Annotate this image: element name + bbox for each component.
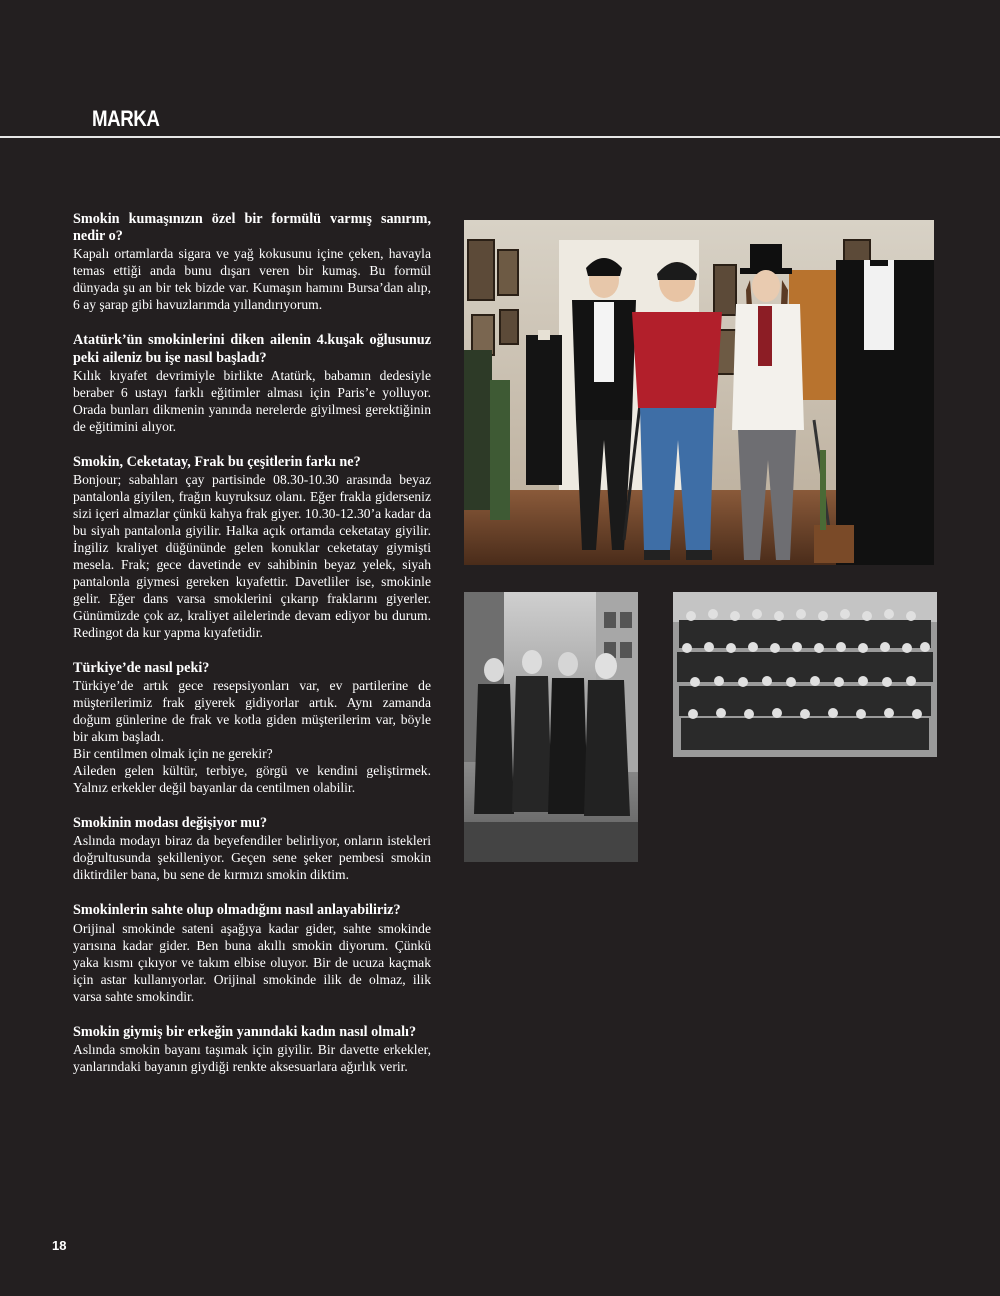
question: Türkiye’de nasıl peki? <box>73 660 210 677</box>
qa-block <box>73 815 431 883</box>
qa-block <box>73 332 431 434</box>
answer-paragraph: Aileden gelen kültür, terbiye, görgü ve kendini geliştirmek. Yalnız erkekler değil bayanlar da centilmen olabilir. <box>73 763 431 796</box>
question: Smokin, Ceketatay, Frak bu çeşitlerin farkı ne? <box>73 453 361 470</box>
header-rule <box>0 136 1000 138</box>
qa-block <box>73 660 431 796</box>
tailor-shop-photo <box>464 220 934 565</box>
answer: Aslında modayı biraz da beyefendiler belirliyor, onların istekleri doğrultusunda şekilleniyor. Geçen sene şeker pembesi smokin diktirdiler bana, bu sene de kırmızı smokin diktim. <box>73 833 431 883</box>
vintage-group-photo <box>673 592 937 757</box>
vintage-women-illustration <box>464 592 638 862</box>
tailor-shop-illustration <box>464 220 934 565</box>
answer-paragraph: Türkiye’de artık gece resepsiyonları var, ev partilerine de müşterilerimiz frak giyerek gidiyorlar artık. Aynı zamanda doğum günlerine de frak ve kotla giden müşterilerim var, böyle bir akım başladı. <box>73 678 431 745</box>
qa-block <box>73 1024 431 1075</box>
answer: Bonjour; sabahları çay partisinde 08.30-10.30 arasında beyaz pantalonla giyilen, frağın kuyruksuz olanı. Eğer frakla giderseniz sizi içeri almazlar çünkü kahya frak giyer. 10.30-12.30’a kadar da bu siyah pantalonla giyilir. Halka açık ortamda ceketatay giyilir. İngiliz kraliyet düğününde gelen konuklar ceketatay giymişti mesela. Frak; gece davetinde ev sahibinin beyaz yelek, siyah pantalonla giymesi gereken kıyafettir. Davetliler ise, smokinle gelir. Eğer dans varsa smoklerini çıkarıp fraklarını giyerler. Günümüzde çok az, kraliyet ailelerinde devam ediyor bu durum. Redingot da kur yapma kıyafetidir. <box>73 472 431 641</box>
vintage-group-illustration <box>673 592 937 757</box>
answer <box>73 677 431 796</box>
answer: Kılık kıyafet devrimiyle birlikte Atatürk, babamın dedesiyle beraber 6 ustayı farklı eğitimler alması için Paris’e yolluyor. Orada bunları dikmenin yanında nerelerde giyilmesi gerektiğinin de eğitimini alıyor. <box>73 367 431 434</box>
answer-subquestion: Bir centilmen olmak için ne gerekir? <box>73 746 273 762</box>
question: Smokin kumaşınızın özel bir formülü varmış sanırım, nedir o? <box>73 211 431 245</box>
question: Atatürk’ün smokinlerini diken ailenin 4.kuşak oğlusunuz peki aileniz bu işe nasıl başladı? <box>73 332 431 366</box>
vintage-women-photo <box>464 592 638 862</box>
article-column <box>73 211 431 1094</box>
question: Smokinlerin sahte olup olmadığını nasıl anlayabiliriz? <box>73 902 401 919</box>
qa-block <box>73 211 431 313</box>
question: Smokin giymiş bir erkeğin yanındaki kadın nasıl olmalı? <box>73 1023 417 1040</box>
section-label: MARKA <box>92 106 160 131</box>
answer: Aslında smokin bayanı taşımak için giyilir. Bir davette erkekler, yanlarındaki bayanın giydiği renkte aksesuarlara ağırlık verir. <box>73 1041 431 1074</box>
question: Smokinin modası değişiyor mu? <box>73 815 268 832</box>
page-number: 18 <box>52 1238 67 1253</box>
answer: Orijinal smokinde sateni aşağıya kadar gider, sahte smokinde yarısına kadar gider. Ben buna akıllı smokin diyorum. Çünkü yaka kısmı çıkıyor ve takım elbise oluyor. Bir de ucuza kaçmak için astar kullanıyorlar. Orijinal smokinde ilik de olmaz, ilik varsa sahte smokindir. <box>73 920 431 1004</box>
answer: Kapalı ortamlarda sigara ve yağ kokusunu içine çeken, havayla temas ettiği anda bunu dışarı veren bir kumaş. Bu formül dünyada şu an bir tek bizde var. Kumaşın hamını Bursa’dan alıp, 6 ay şarap gibi havuzlarımda yıllandırıyorum. <box>73 246 431 313</box>
qa-block <box>73 902 431 1004</box>
qa-block <box>73 454 431 641</box>
